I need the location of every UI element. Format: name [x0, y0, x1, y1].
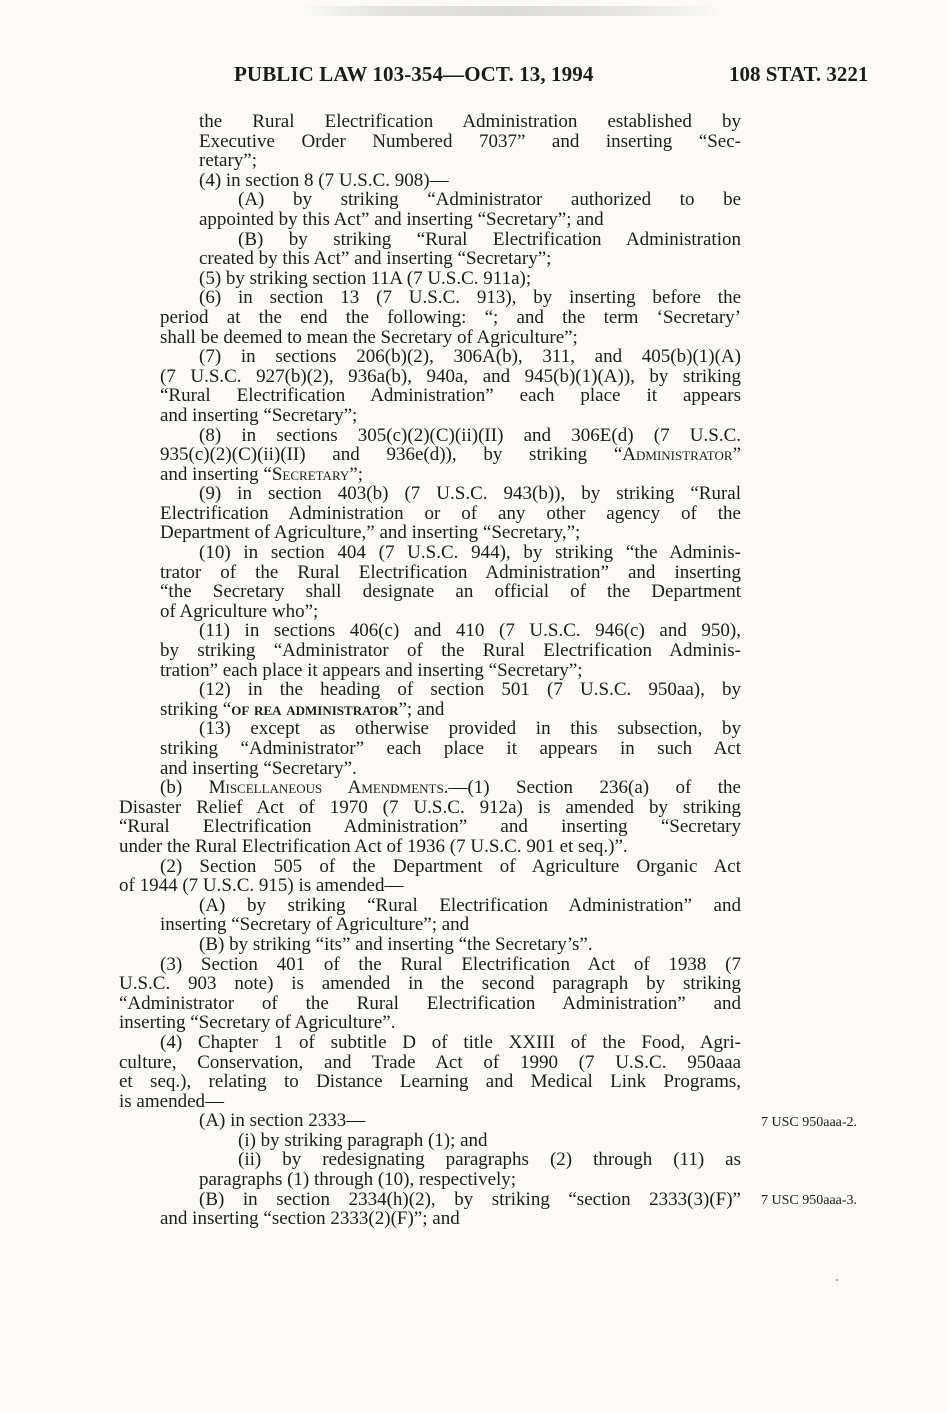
statute-body — [119, 112, 741, 1229]
text-line — [119, 641, 741, 661]
line-text: under the Rural Electrification Act of 1936 (7 U.S.C. 901 et seq.)”. — [119, 835, 628, 857]
line-text: (B) in section 2334(h)(2), by striking “section 2333(3)(F)” — [199, 1188, 741, 1210]
line-text: (ii) by redesignating paragraphs (2) through (11) as — [238, 1149, 741, 1171]
text-line — [119, 504, 741, 524]
bold-small-caps-text: of rea administrator — [231, 698, 399, 720]
line-text: and inserting “Secretary”; — [160, 404, 358, 426]
text-line — [119, 798, 741, 818]
line-text: tration” each place it appears and inserting “Secretary”; — [160, 659, 583, 681]
text-line — [119, 171, 741, 191]
text-line — [119, 778, 741, 798]
line-text: (10) in section 404 (7 U.S.C. 944), by striking “the Adminis- — [199, 542, 741, 564]
text-line — [119, 523, 741, 543]
text-line — [119, 543, 741, 563]
line-text: Disaster Relief Act of 1970 (7 U.S.C. 912a) is amended by striking — [119, 796, 741, 818]
line-text: “the Secretary shall designate an official of the Department — [160, 581, 741, 603]
line-text: created by this Act” and inserting “Secretary”; — [199, 248, 552, 270]
running-head — [0, 62, 947, 88]
line-text: (7 U.S.C. 927(b)(2), 936a(b), 940a, and 945(b)(1)(A)), by striking — [160, 365, 741, 387]
line-text: (B) by striking “Rural Electrification Administration — [238, 228, 741, 250]
line-text: and inserting “Secretary”. — [160, 757, 357, 779]
small-caps-text: Administrator — [622, 444, 733, 466]
line-text: (12) in the heading of section 501 (7 U.S.C. 950aa), by — [199, 679, 741, 701]
text-line — [119, 328, 741, 348]
text-line — [119, 955, 741, 975]
text-line — [119, 700, 741, 720]
line-text: by striking “Administrator of the Rural Electrification Adminis- — [160, 640, 741, 662]
text-line — [119, 876, 741, 896]
line-text: of 1944 (7 U.S.C. 915) is amended— — [119, 875, 404, 897]
text-line — [119, 974, 741, 994]
text-line — [119, 1131, 741, 1151]
line-text: culture, Conservation, and Trade Act of 1990 (7 U.S.C. 950aaa — [119, 1051, 741, 1073]
text-line — [119, 857, 741, 877]
text-line — [119, 308, 741, 328]
text-line — [119, 151, 741, 171]
text-line — [119, 680, 741, 700]
line-text: (6) in section 13 (7 U.S.C. 913), by inserting before the — [199, 287, 741, 309]
line-text: period at the end the following: “; and the term ‘Secretary’ — [160, 306, 741, 328]
line-text: (5) by striking section 11A (7 U.S.C. 911a); — [199, 267, 532, 289]
line-text: (b) — [160, 777, 209, 799]
text-line — [119, 994, 741, 1014]
text-line — [119, 915, 741, 935]
law-title: PUBLIC LAW 103-354—OCT. 13, 1994 — [234, 62, 594, 86]
text-line — [119, 1209, 741, 1229]
line-text: Department of Agriculture,” and inserting “Secretary,”; — [160, 522, 581, 544]
line-text: (B) by striking “its” and inserting “the Secretary’s”. — [199, 933, 593, 955]
text-line — [119, 1190, 741, 1210]
line-text: “Rural Electrification Administration” each place it appears — [160, 385, 741, 407]
line-text: (i) by striking paragraph (1); and — [238, 1129, 488, 1151]
line-text: (3) Section 401 of the Rural Electrification Act of 1938 (7 — [160, 953, 741, 975]
line-text: paragraphs (1) through (10), respectively; — [199, 1169, 517, 1191]
line-text: shall be deemed to mean the Secretary of Agriculture”; — [160, 326, 578, 348]
line-text: inserting “Secretary of Agriculture”; and — [160, 914, 470, 936]
text-line — [119, 347, 741, 367]
text-line — [119, 759, 741, 779]
text-line — [119, 190, 741, 210]
text-line — [119, 406, 741, 426]
text-line — [119, 249, 741, 269]
text-line — [119, 445, 741, 465]
line-text: and inserting “ — [160, 463, 272, 485]
text-line — [119, 1092, 741, 1112]
line-text: U.S.C. 903 note) is amended in the second paragraph by striking — [119, 973, 741, 995]
text-line — [119, 661, 741, 681]
line-text: of Agriculture who”; — [160, 600, 319, 622]
line-text: Electrification Administration or of any other agency of the — [160, 502, 741, 524]
line-text: et seq.), relating to Distance Learning and Medical Link Programs, — [119, 1071, 741, 1093]
line-text: and inserting “section 2333(2)(F)”; and — [160, 1208, 460, 1230]
text-line — [119, 1170, 741, 1190]
line-text: (13) except as otherwise provided in this subsection, by — [199, 718, 741, 740]
text-line — [119, 484, 741, 504]
text-line — [119, 1013, 741, 1033]
line-text-after: ”; and — [398, 698, 445, 720]
text-line — [119, 112, 741, 132]
line-text-after: ”; — [349, 463, 363, 485]
line-text: (A) in section 2333— — [199, 1110, 366, 1132]
line-text: “Administrator of the Rural Electrification Administration” and — [119, 992, 741, 1014]
line-text: (4) in section 8 (7 U.S.C. 908)— — [199, 169, 449, 191]
text-line — [119, 269, 741, 289]
small-caps-text: Secretary — [271, 463, 350, 485]
line-text: appointed by this Act” and inserting “Secretary”; and — [199, 208, 604, 230]
text-line — [119, 1111, 741, 1131]
usc-margin-note: 7 USC 950aaa-2. — [761, 1114, 858, 1130]
text-line — [119, 817, 741, 837]
stat-page-number: 108 STAT. 3221 — [729, 62, 869, 86]
text-line — [119, 837, 741, 857]
text-line — [119, 426, 741, 446]
text-line — [119, 1072, 741, 1092]
line-text: striking “Administrator” each place it appears in such Act — [160, 738, 741, 759]
line-text: (A) by striking “Rural Electrification Administration” and — [199, 894, 741, 916]
line-text-after: .—(1) Section 236(a) of the — [443, 777, 741, 799]
scan-speck — [836, 1279, 838, 1281]
line-text: retary”; — [199, 150, 258, 172]
line-text: inserting “Secretary of Agriculture”. — [119, 1012, 396, 1034]
text-line — [119, 288, 741, 308]
line-text: (8) in sections 305(c)(2)(C)(ii)(II) and 306E(d) (7 U.S.C. — [199, 424, 741, 446]
bleed-through-mark — [300, 6, 720, 16]
line-text: (2) Section 505 of the Department of Agriculture Organic Act — [160, 855, 741, 877]
text-line — [119, 1150, 741, 1170]
text-line — [119, 739, 741, 759]
line-text: the Rural Electrification Administration established by — [199, 111, 741, 132]
text-line — [119, 132, 741, 152]
text-line — [119, 230, 741, 250]
text-line — [119, 896, 741, 916]
text-line — [119, 386, 741, 406]
line-text: is amended— — [119, 1090, 225, 1112]
line-text: striking “ — [160, 698, 232, 720]
text-line — [119, 602, 741, 622]
usc-margin-note: 7 USC 950aaa-3. — [761, 1193, 858, 1208]
line-text: (9) in section 403(b) (7 U.S.C. 943(b)), by striking “Rural — [199, 483, 741, 505]
line-text: (11) in sections 406(c) and 410 (7 U.S.C. 946(c) and 950), — [199, 620, 741, 642]
line-text-after: ” — [732, 444, 741, 466]
text-line — [119, 1033, 741, 1053]
text-line — [119, 465, 741, 485]
line-text: (A) by striking “Administrator authorized to be — [238, 189, 741, 211]
line-text: (4) Chapter 1 of subtitle D of title XXIII of the Food, Agri- — [160, 1031, 741, 1053]
text-line — [119, 210, 741, 230]
text-line — [119, 719, 741, 739]
text-line — [119, 367, 741, 387]
line-text: “Rural Electrification Administration” and inserting “Secretary — [119, 816, 741, 838]
line-text: (7) in sections 206(b)(2), 306A(b), 311, and 405(b)(1)(A) — [199, 346, 741, 368]
text-line — [119, 1053, 741, 1073]
text-line — [119, 935, 741, 955]
text-line — [119, 563, 741, 583]
text-line — [119, 621, 741, 641]
line-text: Executive Order Numbered 7037” and inserting “Sec- — [199, 130, 741, 152]
line-text: 935(c)(2)(C)(ii)(II) and 936e(d)), by striking “ — [160, 444, 623, 466]
line-text: trator of the Rural Electrification Administration” and inserting — [160, 561, 741, 583]
small-caps-text: Miscellaneous Amendments — [208, 777, 444, 799]
text-line — [119, 582, 741, 602]
